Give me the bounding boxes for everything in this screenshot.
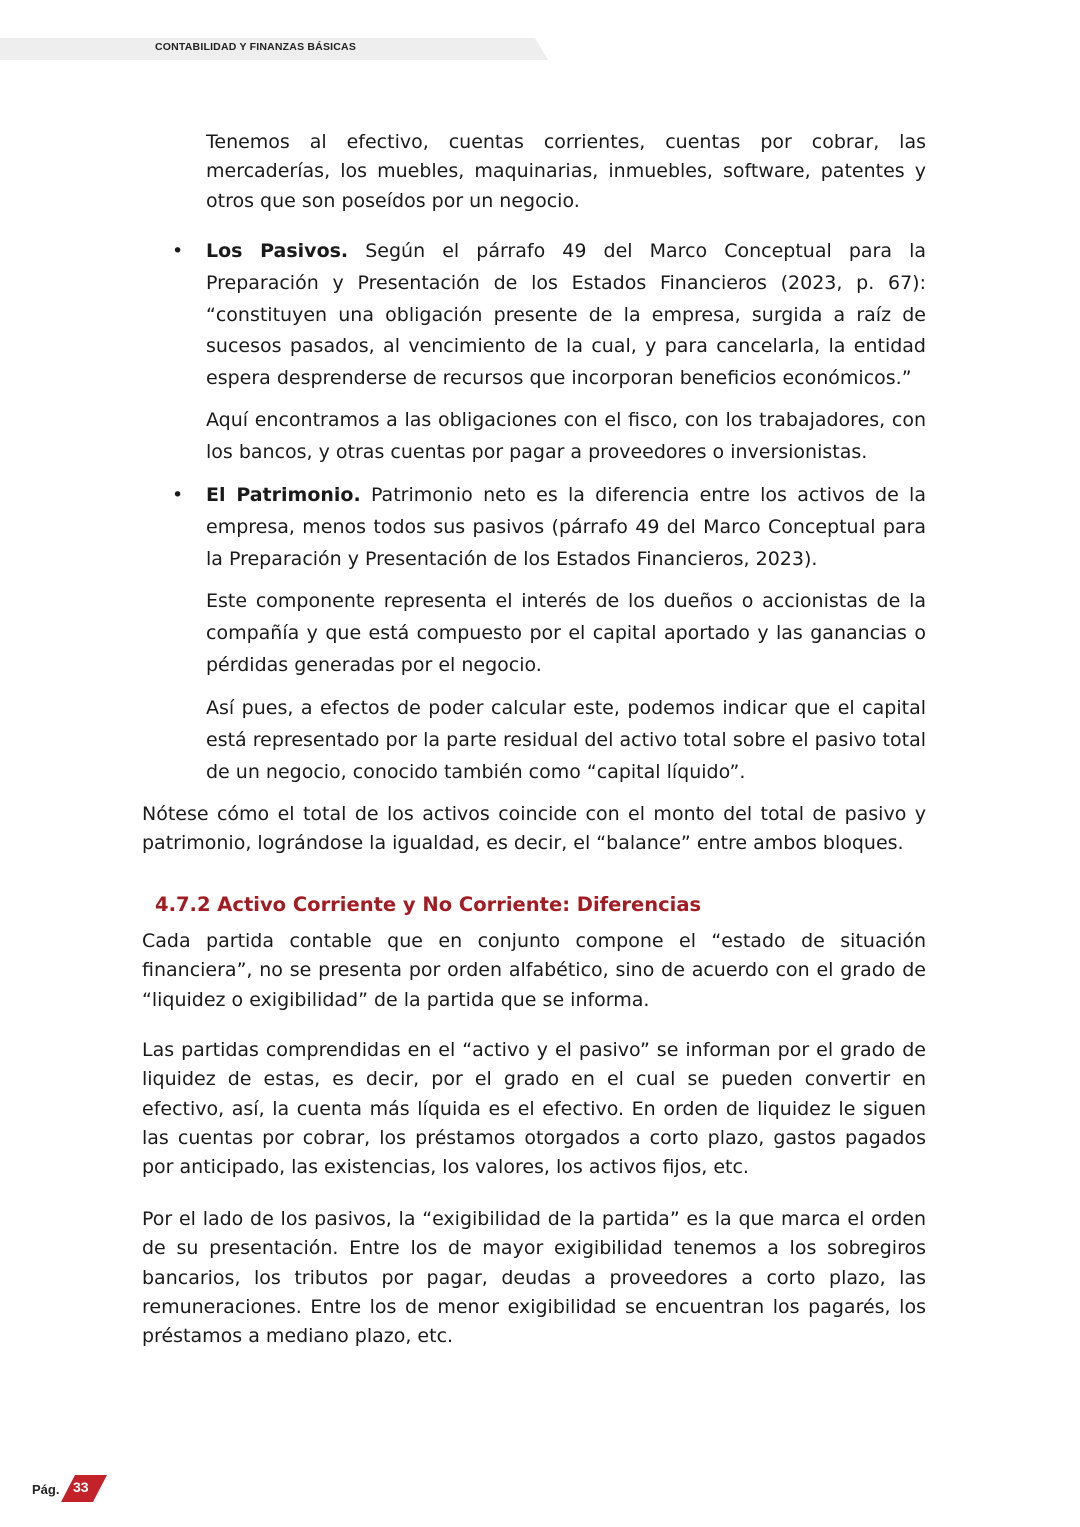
paragraph-patrimonio-componente: Este componente representa el interés de los dueños o accionistas de la compañía y que está compuesto por el capital aportado y las ganancias o pérdidas generadas por el negocio. [206,590,926,676]
term-patrimonio: El Patrimonio. [206,484,361,506]
paragraph-capital-liquido: Así pues, a efectos de poder calcular este, podemos indicar que el capital está representado por la parte residual del activo total sobre el pasivo total de un negocio, conocido también como “capital líquido”. [206,697,926,783]
term-pasivos: Los Pasivos. [206,240,349,262]
pasivos-text: Según el párrafo 49 del Marco Conceptual para la Preparación y Presentación de los Estados Financieros (2023, p. 67): “constituyen una obligación presente de la empresa, surgida a raíz de sucesos pasados, al vencimiento de la cual, y para cancelarla, la entidad espera desprenderse de recursos que incorporan beneficios económicos.” [206,240,927,390]
section-heading: 4.7.2 Activo Corriente y No Corriente: Diferencias [155,893,702,916]
patrimonio-text: Patrimonio neto es la diferencia entre los activos de la empresa, menos todos sus pasivos (párrafo 49 del Marco Conceptual para la Preparación y Presentación de los Estados Financieros, 2023). [206,484,926,570]
bullet-patrimonio: • [172,484,184,506]
paragraph-liquidez: Las partidas comprendidas en el “activo y el pasivo” se informan por el grado de liquidez de estas, es decir, por el grado en el cual se pueden convertir en efectivo, así, la cuenta más líquida es el efectivo. En orden de liquidez le siguen las cuentas por cobrar, los préstamos otorgados a corto plazo, gastos pagados por anticipado, las existencias, los valores, los activos fijos, etc. [142,1039,926,1179]
paragraph-cada-partida: Cada partida contable que en conjunto compone el “estado de situación financiera”, no se presenta por orden alfabético, sino de acuerdo con el grado de “liquidez o exigibilidad” de la partida que se informa. [142,930,926,1011]
paragraph-exigibilidad: Por el lado de los pasivos, la “exigibilidad de la partida” es la que marca el orden de su presentación. Entre los de mayor exigibilidad tenemos a los sobregiros bancarios, los tributos por pagar, deudas a proveedores a corto plazo, las remuneraciones. Entre los de menor exigibilidad se encuentran los pagarés, los préstamos a mediano plazo, etc. [142,1208,926,1348]
page-label: Pág. [32,1482,60,1497]
paragraph-notese: Nótese cómo el total de los activos coincide con el monto del total de pasivo y patrimonio, lográndose la igualdad, es decir, el “balance” entre ambos bloques. [142,803,926,855]
running-header: CONTABILIDAD Y FINANZAS BÁSICAS [155,41,357,53]
paragraph-activos-examples: Tenemos al efectivo, cuentas corrientes, cuentas por cobrar, las mercaderías, los muebles, maquinarias, inmuebles, software, patentes y otros que son poseídos por un negocio. [206,131,926,212]
bullet-pasivos: • [172,240,184,262]
paragraph-pasivos-examples: Aquí encontramos a las obligaciones con el fisco, con los trabajadores, con los bancos, y otras cuentas por pagar a proveedores o inversionistas. [206,409,926,463]
paragraph-pasivos-definition [206,236,926,395]
paragraph-patrimonio-definition [206,480,926,575]
page-number: 33 [73,1479,89,1495]
